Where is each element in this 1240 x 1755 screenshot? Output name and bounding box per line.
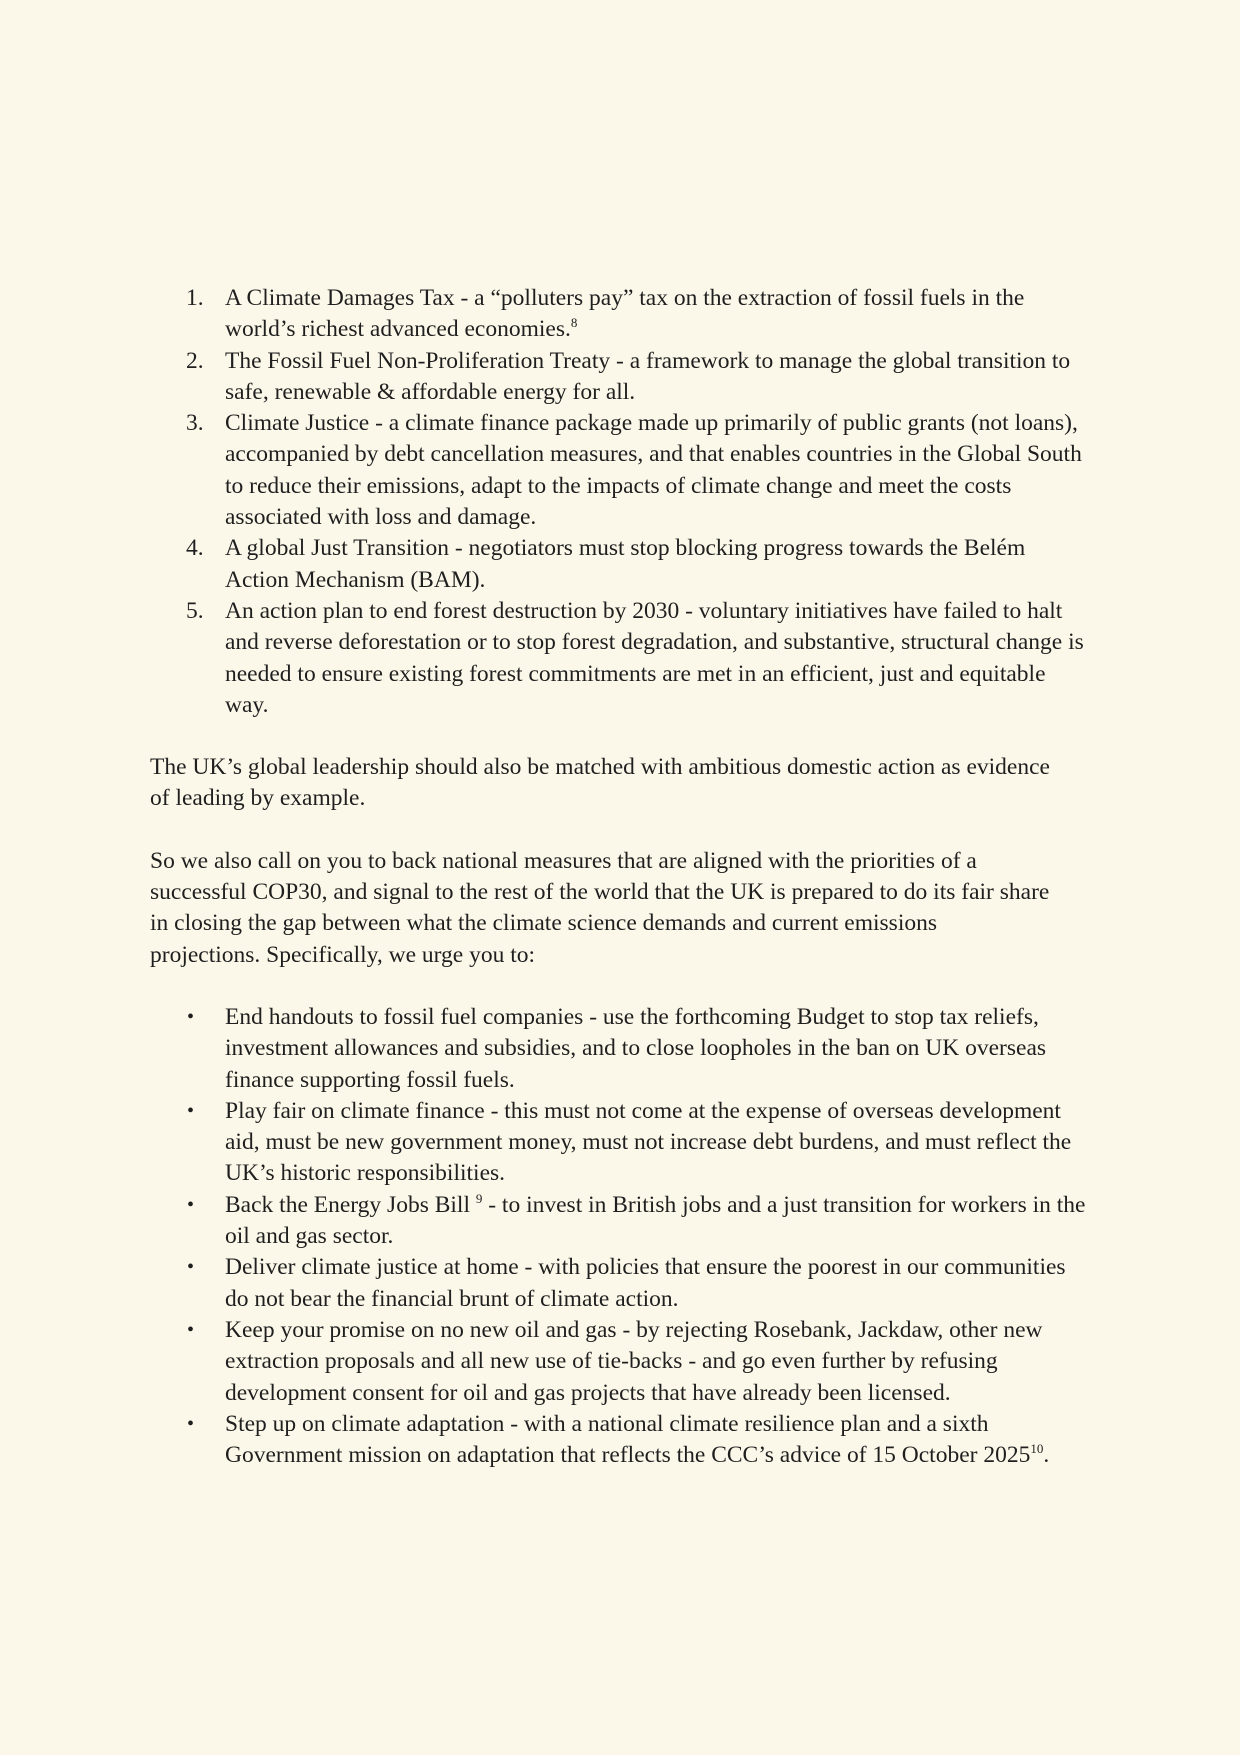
- list-item-text: A global Just Transition - negotiators must stop blocking progress towards the Belém Action Mechanism (BAM).: [225, 535, 1026, 593]
- bullet-item: [150, 1252, 1090, 1315]
- national-measures-list: [150, 1002, 1090, 1471]
- bullet-item: [150, 1315, 1090, 1409]
- bullet-item: [150, 1096, 1090, 1190]
- list-item-text: An action plan to end forest destruction by 2030 - voluntary initiatives have failed to halt and reverse deforestation or to stop forest degradation, and substantive, structural change is needed to ensure existing forest commitments are met in an efficient, just and equitable way.: [225, 597, 1084, 718]
- list-number: 3.: [186, 410, 204, 437]
- bullet-text: Keep your promise on no new oil and gas - by rejecting Rosebank, Jackdaw, other new extraction proposals and all new use of tie-backs - and go even further by refusing development consent for oil and gas projects that have already been licensed.: [225, 1316, 1043, 1406]
- call-paragraph: So we also call on you to back national measures that are aligned with the priorities of a successful COP30, and signal to the rest of the world that the UK is prepared to do its fair share in closing the gap between what the climate science demands and current emissions projections. Specifically, we urge you to:: [150, 847, 1050, 968]
- list-item-text: A Climate Damages Tax - a “polluters pay” tax on the extraction of fossil fuels in the world’s richest advanced economies.: [225, 285, 1025, 343]
- list-number: 2.: [186, 347, 204, 374]
- bullet-text: End handouts to fossil fuel companies - use the forthcoming Budget to stop tax reliefs, investment allowances and subsidies, and to close loopholes in the ban on UK overseas finance supporting fossil fuels.: [225, 1003, 1047, 1093]
- leadership-paragraph: The UK’s global leadership should also be matched with ambitious domestic action as evidence of leading by example.: [150, 754, 1050, 812]
- bullet-icon: •: [187, 1256, 195, 1279]
- bullet-text-continued: - to invest in British jobs and a just transition for workers in the oil and gas sector.: [225, 1191, 1086, 1250]
- list-item: [150, 346, 1090, 409]
- list-item-text: The Fossil Fuel Non-Proliferation Treaty - a framework to manage the global transition to safe, renewable & affordable energy for all.: [225, 347, 1071, 405]
- bullet-icon: •: [187, 1318, 195, 1341]
- footnote-marker: 9: [475, 1190, 483, 1206]
- letter-page: [150, 283, 1090, 1471]
- footnote-marker: 10: [1030, 1441, 1044, 1457]
- bullet-icon: •: [187, 1193, 195, 1216]
- list-number: 4.: [186, 535, 204, 562]
- list-item: [150, 533, 1090, 596]
- bullet-item: [150, 1190, 1090, 1253]
- bullet-item: [150, 1409, 1090, 1472]
- list-item: [150, 596, 1090, 721]
- bullet-icon: •: [187, 1412, 195, 1435]
- bullet-icon: •: [187, 1099, 195, 1122]
- bullet-text: Play fair on climate finance - this must not come at the expense of overseas development aid, must be new government money, must not increase debt burdens, and must reflect the UK’s historic responsibilities.: [225, 1097, 1072, 1187]
- bullet-text-continued: .: [1043, 1442, 1050, 1469]
- list-item: [150, 408, 1090, 533]
- bullet-text: Back the Energy Jobs Bill: [225, 1191, 476, 1218]
- cop30-priorities-list: [150, 283, 1090, 721]
- list-item-text: Climate Justice - a climate finance package made up primarily of public grants (not loans), accompanied by debt cancellation measures, and that enables countries in the Global South to reduce their emissions, adapt to the impacts of climate change and meet the costs associated with loss and damage.: [225, 410, 1082, 531]
- bullet-icon: •: [187, 1005, 195, 1028]
- list-number: 5.: [186, 597, 204, 624]
- footnote-marker: 8: [570, 315, 578, 331]
- bullet-text: Deliver climate justice at home - with policies that ensure the poorest in our communities do not bear the financial brunt of climate action.: [225, 1254, 1066, 1312]
- bullet-text: Step up on climate adaptation - with a national climate resilience plan and a sixth Government mission on adaptation that reflects the CCC’s advice of 15 October 2025: [225, 1410, 1031, 1469]
- list-item: [150, 283, 1090, 346]
- bullet-item: [150, 1002, 1090, 1096]
- list-number: 1.: [186, 285, 204, 311]
